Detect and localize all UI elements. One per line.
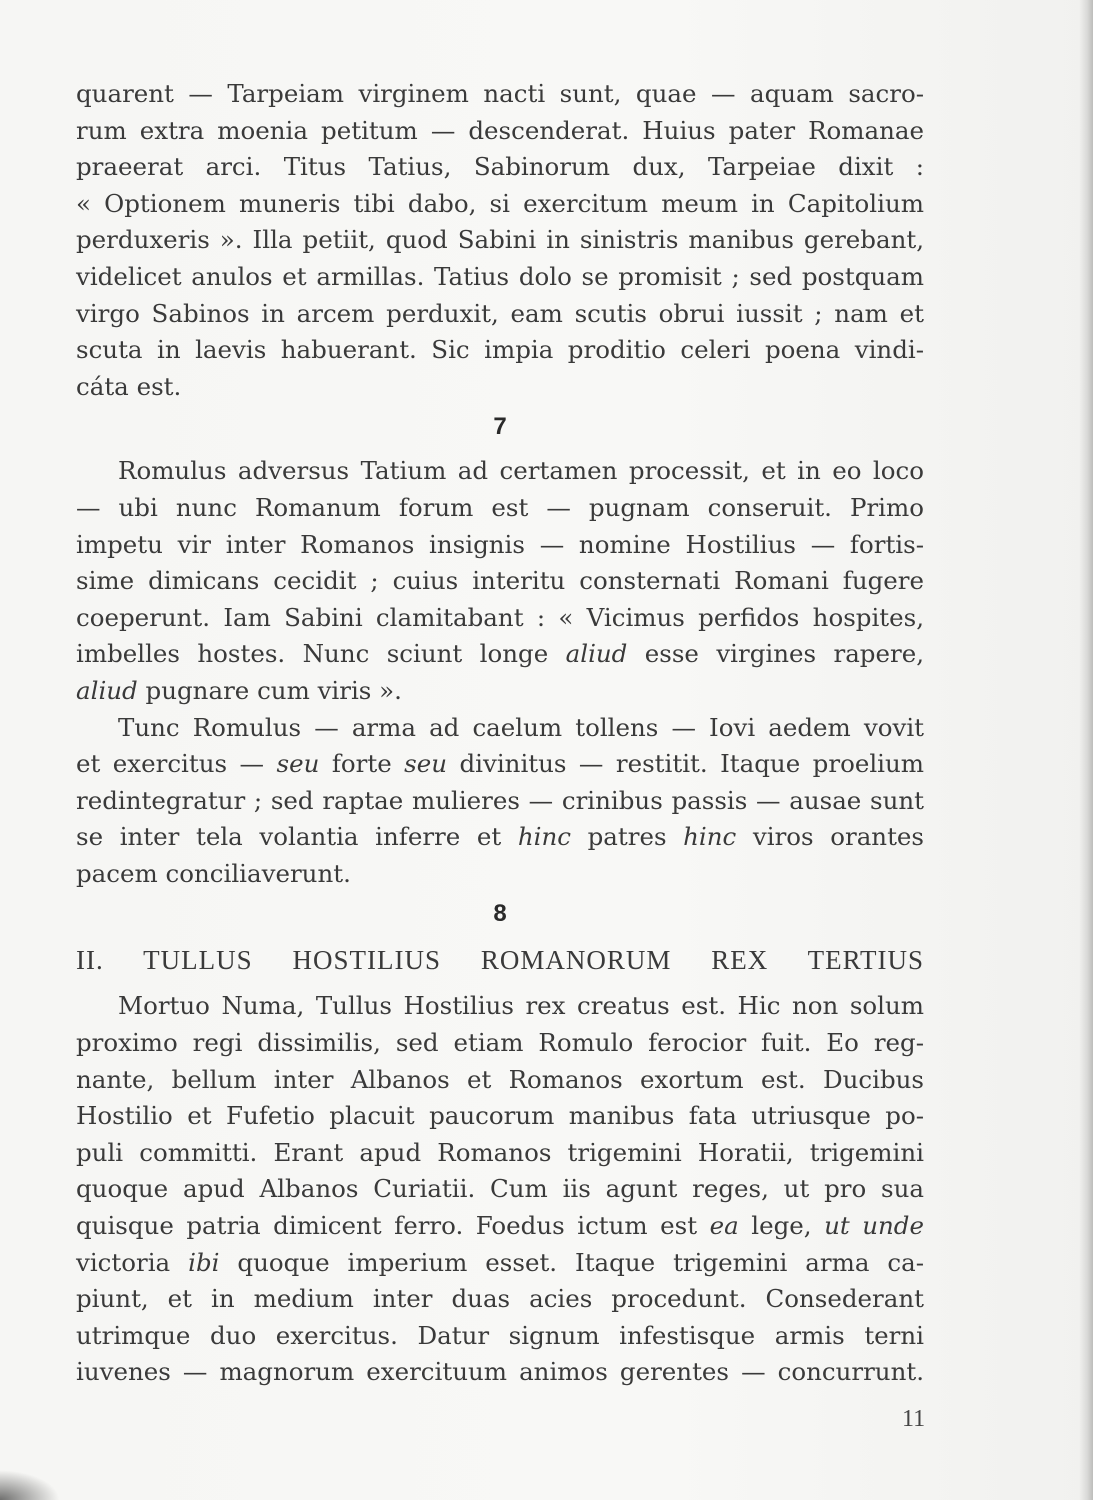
italic-word: ut unde bbox=[824, 1211, 924, 1241]
chapter-heading: II. TULLUS HOSTILIUS ROMANORUM REX TERTIUS bbox=[76, 945, 924, 976]
text-segment: lege, bbox=[738, 1211, 825, 1241]
italic-word: aliud bbox=[76, 675, 138, 705]
text-line: rum extra moenia petitum — descenderat. Huius pater Romanae bbox=[76, 115, 924, 145]
text-segment: pugnare cum viris ». bbox=[137, 675, 402, 705]
text-segment: quisque patria dimicent ferro. Foedus ictum est bbox=[76, 1211, 710, 1241]
text-line: pacem conciliaverunt. bbox=[76, 858, 351, 888]
text-segment: quoque imperium esset. Itaque trigemini arma ca- bbox=[219, 1247, 925, 1277]
text-line bbox=[76, 746, 924, 783]
book-spine-shadow bbox=[1079, 0, 1093, 1500]
text-line bbox=[76, 673, 924, 710]
text-line: redintegratur ; sed raptae mulieres — crinibus passis — ausae sunt bbox=[76, 785, 924, 815]
text-segment: patres bbox=[570, 822, 684, 852]
italic-word: ibi bbox=[188, 1247, 220, 1277]
text-line: scuta in laevis habuerant. Sic impia proditio celeri poena vindi- bbox=[76, 335, 924, 365]
text-line: « Optionem muneris tibi dabo, si exercitum meum in Capitolium bbox=[76, 188, 924, 218]
italic-word: seu bbox=[276, 749, 320, 779]
text-line: impetu vir inter Romanos insignis — nomine Hostilius — fortis- bbox=[76, 529, 924, 559]
text-segment: et exercitus — bbox=[76, 749, 277, 779]
text-segment: victoria bbox=[76, 1247, 189, 1277]
text-line: praeerat arci. Titus Tatius, Sabinorum dux, Tarpeiae dixit : bbox=[76, 152, 924, 182]
text-line: virgo Sabinos in arcem perduxit, eam scutis obrui iussit ; nam et bbox=[76, 298, 924, 328]
text-line: coeperunt. Iam Sabini clamitabant : « Vicimus perfidos hospites, bbox=[76, 602, 924, 632]
text-line: nante, bellum inter Albanos et Romanos exortum est. Ducibus bbox=[76, 1064, 924, 1094]
text-line bbox=[76, 636, 924, 673]
text-line: Hostilio et Fufetio placuit paucorum manibus fata utriusque po- bbox=[76, 1101, 924, 1131]
page-number: 11 bbox=[902, 1406, 926, 1432]
text-line: iuvenes — magnorum exercituum animos gerentes — concurrunt. bbox=[76, 1357, 924, 1387]
paragraph-romulus-prayer bbox=[76, 710, 924, 893]
italic-word: hinc bbox=[517, 822, 571, 852]
section-number-7: 7 bbox=[493, 413, 507, 441]
text-segment: se inter tela volantia inferre et bbox=[76, 822, 518, 852]
paragraph-romulus-tatius bbox=[76, 453, 924, 709]
text-line: Mortuo Numa, Tullus Hostilius rex creatus est. Hic non solum bbox=[118, 991, 924, 1021]
text-line: proximo regi dissimilis, sed etiam Romulo ferocior fuit. Eo reg- bbox=[76, 1028, 924, 1058]
text-line: utrimque duo exercitus. Datur signum infestisque armis terni bbox=[76, 1320, 924, 1350]
text-line bbox=[76, 819, 924, 856]
italic-word: seu bbox=[404, 749, 448, 779]
text-line bbox=[76, 1245, 924, 1282]
text-line: sime dimicans cecidit ; cuius interitu consternati Romani fugere bbox=[76, 566, 924, 596]
text-segment: esse virgines rapere, bbox=[627, 639, 924, 669]
text-line: puli committi. Erant apud Romanos trigemini Horatii, trigemini bbox=[76, 1137, 924, 1167]
text-line: quarent — Tarpeiam virginem nacti sunt, quae — aquam sacro- bbox=[76, 79, 924, 108]
text-segment: forte bbox=[319, 749, 405, 779]
text-segment: viros orantes bbox=[736, 822, 924, 852]
page-text bbox=[76, 76, 924, 1391]
italic-word: ea bbox=[709, 1211, 739, 1241]
text-line: Tunc Romulus — arma ad caelum tollens — Iovi aedem vovit bbox=[118, 712, 924, 742]
text-line: cáta est. bbox=[76, 371, 182, 401]
text-line: perduxeris ». Illa petiit, quod Sabini in sinistris manibus gerebant, bbox=[76, 225, 924, 255]
page-corner-shadow bbox=[0, 1470, 60, 1500]
text-line: videlicet anulos et armillas. Tatius dolo se promisit ; sed postquam bbox=[76, 261, 924, 291]
italic-word: hinc bbox=[683, 822, 737, 852]
text-line bbox=[76, 1208, 924, 1245]
section-number-8: 8 bbox=[493, 900, 507, 928]
text-line: Romulus adversus Tatium ad certamen processit, et in eo loco bbox=[118, 456, 924, 486]
italic-word: aliud bbox=[565, 639, 628, 669]
text-line: piunt, et in medium inter duas acies procedunt. Consederant bbox=[76, 1284, 924, 1314]
paragraph-tullus-hostilius bbox=[76, 988, 924, 1391]
text-segment: imbelles hostes. Nunc sciunt longe bbox=[76, 639, 566, 669]
paragraph-tarpeia bbox=[76, 76, 924, 405]
text-line: quoque apud Albanos Curiatii. Cum iis agunt reges, ut pro sua bbox=[76, 1174, 924, 1204]
text-segment: divinitus — restitit. Itaque proelium bbox=[447, 749, 924, 779]
text-line: — ubi nunc Romanum forum est — pugnam conseruit. Primo bbox=[76, 492, 924, 522]
